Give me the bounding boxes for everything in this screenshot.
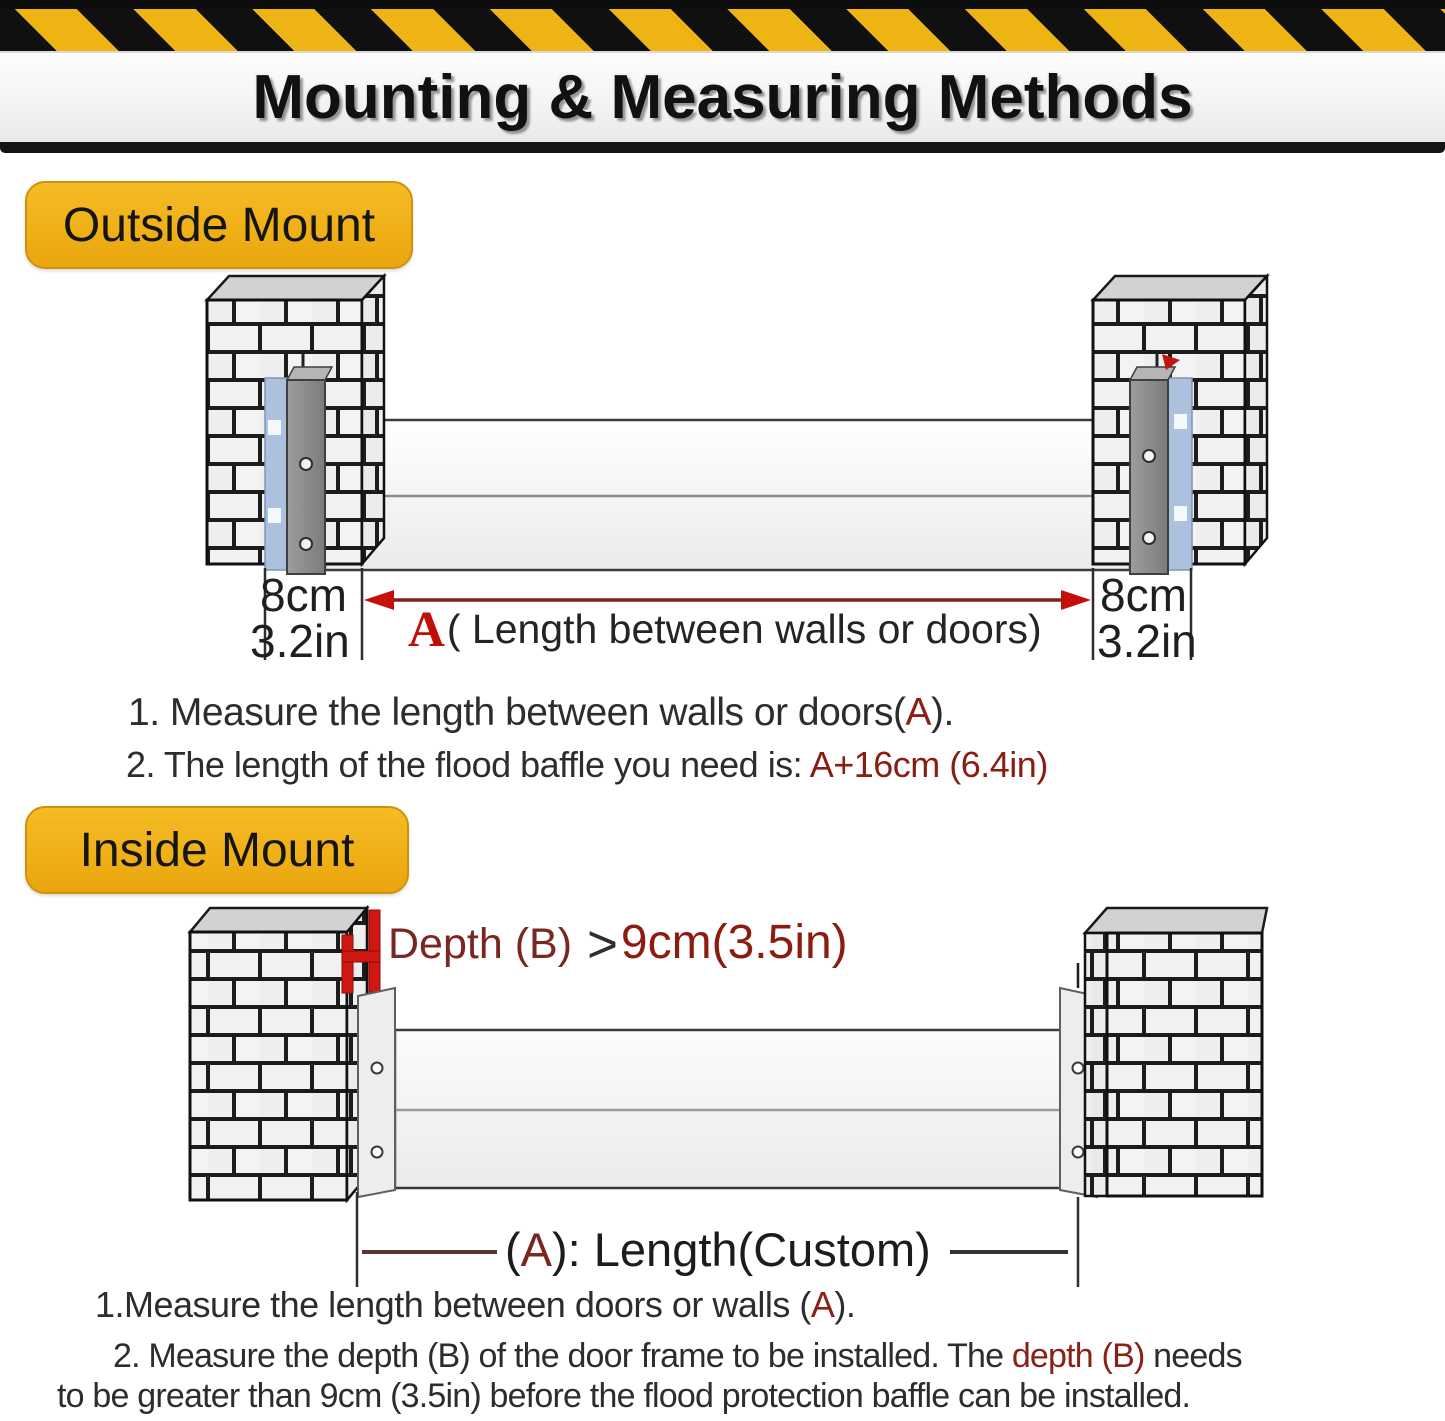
outside-instruction-2: [126, 744, 1048, 786]
outside-mount-badge-label: Outside Mount: [62, 198, 376, 252]
outside-mount-badge: [25, 181, 413, 269]
depth-label-text: Depth (B): [388, 920, 584, 968]
left-mounting-channel: [265, 354, 332, 574]
inside-instruction-2-end: needs: [1144, 1337, 1242, 1375]
inside-mount-badge: [25, 806, 409, 894]
inside-instruction-2-em: depth (B): [1011, 1337, 1145, 1375]
length-letter-a: A: [520, 1223, 553, 1276]
outside-instruction-1-em: A: [905, 691, 931, 734]
length-label-text: ( Length between walls or doors): [446, 606, 1042, 652]
title-underline: [0, 142, 1445, 153]
length-between-walls-label: [408, 601, 1042, 659]
top-border: [0, 0, 1445, 9]
left-offset-in-label: 3.2in: [250, 615, 350, 667]
length-label-open: (: [505, 1223, 521, 1276]
inside-instruction-1-em: A: [810, 1284, 835, 1325]
flood-barrier-panels: [325, 420, 1130, 570]
page-title: Mounting & Measuring Methods: [252, 63, 1193, 132]
inside-instruction-2-text: 2. Measure the depth (B) of the door frame to be installed. The: [113, 1337, 1012, 1375]
outside-instruction-2-text: 2. The length of the flood baffle you need is:: [126, 744, 810, 785]
flood-barrier-panels: [395, 1030, 1062, 1188]
length-letter-a: A: [408, 602, 445, 658]
custom-length-label: [505, 1222, 931, 1277]
inside-instruction-2-line1: [113, 1337, 1242, 1376]
greater-than-sign: >: [586, 915, 618, 974]
inside-mount-badge-label: Inside Mount: [79, 823, 355, 877]
depth-value-text: 9cm(3.5in): [620, 916, 848, 969]
inside-instruction-2-line2: to be greater than 9cm (3.5in) before the flood protection baffle can be installed.: [57, 1377, 1191, 1415]
inside-instruction-1-end: ).: [834, 1284, 856, 1325]
brick-pillar-left: [190, 908, 367, 1200]
outside-instruction-1-end: ).: [930, 691, 954, 734]
outside-instruction-1-text: 1. Measure the length between walls or doors(: [128, 691, 906, 734]
left-mounting-channel: [358, 988, 395, 1197]
right-mounting-channel: [1130, 354, 1192, 574]
inside-instruction-1-text: 1.Measure the length between doors or walls (: [95, 1284, 811, 1325]
length-label-text: ): Length(Custom): [552, 1223, 931, 1276]
right-offset-in-label: 3.2in: [1097, 615, 1197, 667]
outside-instruction-1: [128, 691, 954, 735]
outside-instruction-2-em: A+16cm (6.4in): [809, 744, 1048, 785]
left-offset-cm-label: 8cm: [260, 569, 347, 621]
hazard-stripe-band: [0, 9, 1445, 53]
inside-instruction-1: [95, 1284, 855, 1326]
brick-pillar-right: [1085, 908, 1267, 1196]
title-band: [0, 53, 1445, 142]
depth-requirement-label: [388, 914, 848, 975]
right-offset-cm-label: 8cm: [1100, 569, 1187, 621]
